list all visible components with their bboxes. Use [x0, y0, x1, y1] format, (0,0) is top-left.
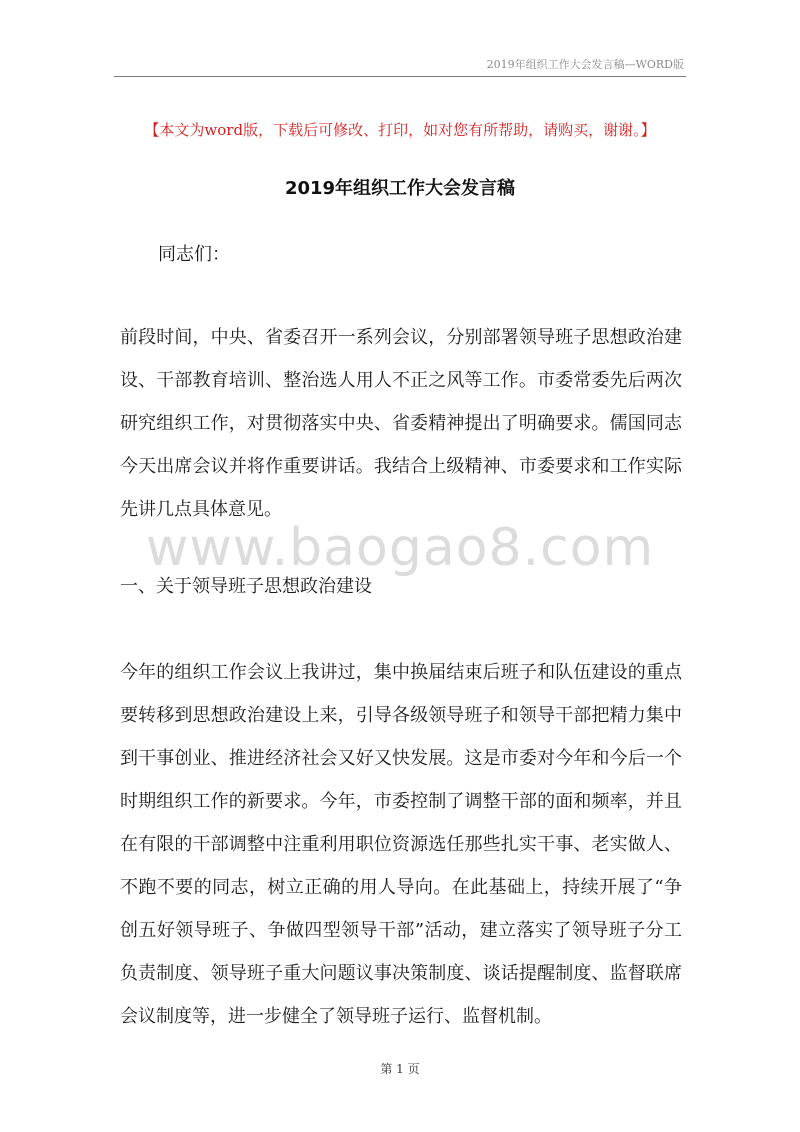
section-1-paragraph: 今年的组织工作会议上我讲过，集中换届结束后班子和队伍建设的重点要转移到思想政治建设上来，引导各级领导班子和领导干部把精力集中到干事创业、推进经济社会又好又快发展。这是市委对今年和今后一个时期组织工作的新要求。今年，市委控制了调整干部的面和频率，并且在有限的干部调整中注重利用职位资源选任那些扎实干事、老实做人、不跑不要的同志，树立正确的用人导向。在此基础上，持续开展了“争创五好领导班子、争做四型领导干部”活动，建立落实了领导班子分工负责制度、领导班子重大问题议事决策制度、谈话提醒制度、监督联席会议制度等，进一步健全了领导班子运行、监督机制。: [120, 662, 682, 1027]
section-heading-1: 一、关于领导班子思想政治建设: [120, 576, 372, 597]
salutation: 同志们：: [158, 244, 230, 265]
document-title: 2019年组织工作大会发言稿: [284, 178, 516, 199]
running-header: 2019年组织工作大会发言稿—WORD版: [486, 58, 684, 71]
page-number: 第 1 页: [380, 1062, 420, 1076]
watermark: www.baogao8.com: [145, 518, 655, 578]
header-divider: [114, 76, 686, 77]
intro-paragraph: 前段时间，中央、省委召开一系列会议，分别部署领导班子思想政治建设、干部教育培训、整治选人用人不正之风等工作。市委常委先后两次研究组织工作，对贯彻落实中央、省委精神提出了明确要求。儒国同志今天出席会议并将作重要讲话。我结合上级精神、市委要求和工作实际先讲几点具体意见。: [120, 327, 682, 520]
download-notice: 【本文为word版，下载后可修改、打印，如对您有所帮助，请购买，谢谢。】: [144, 121, 656, 139]
